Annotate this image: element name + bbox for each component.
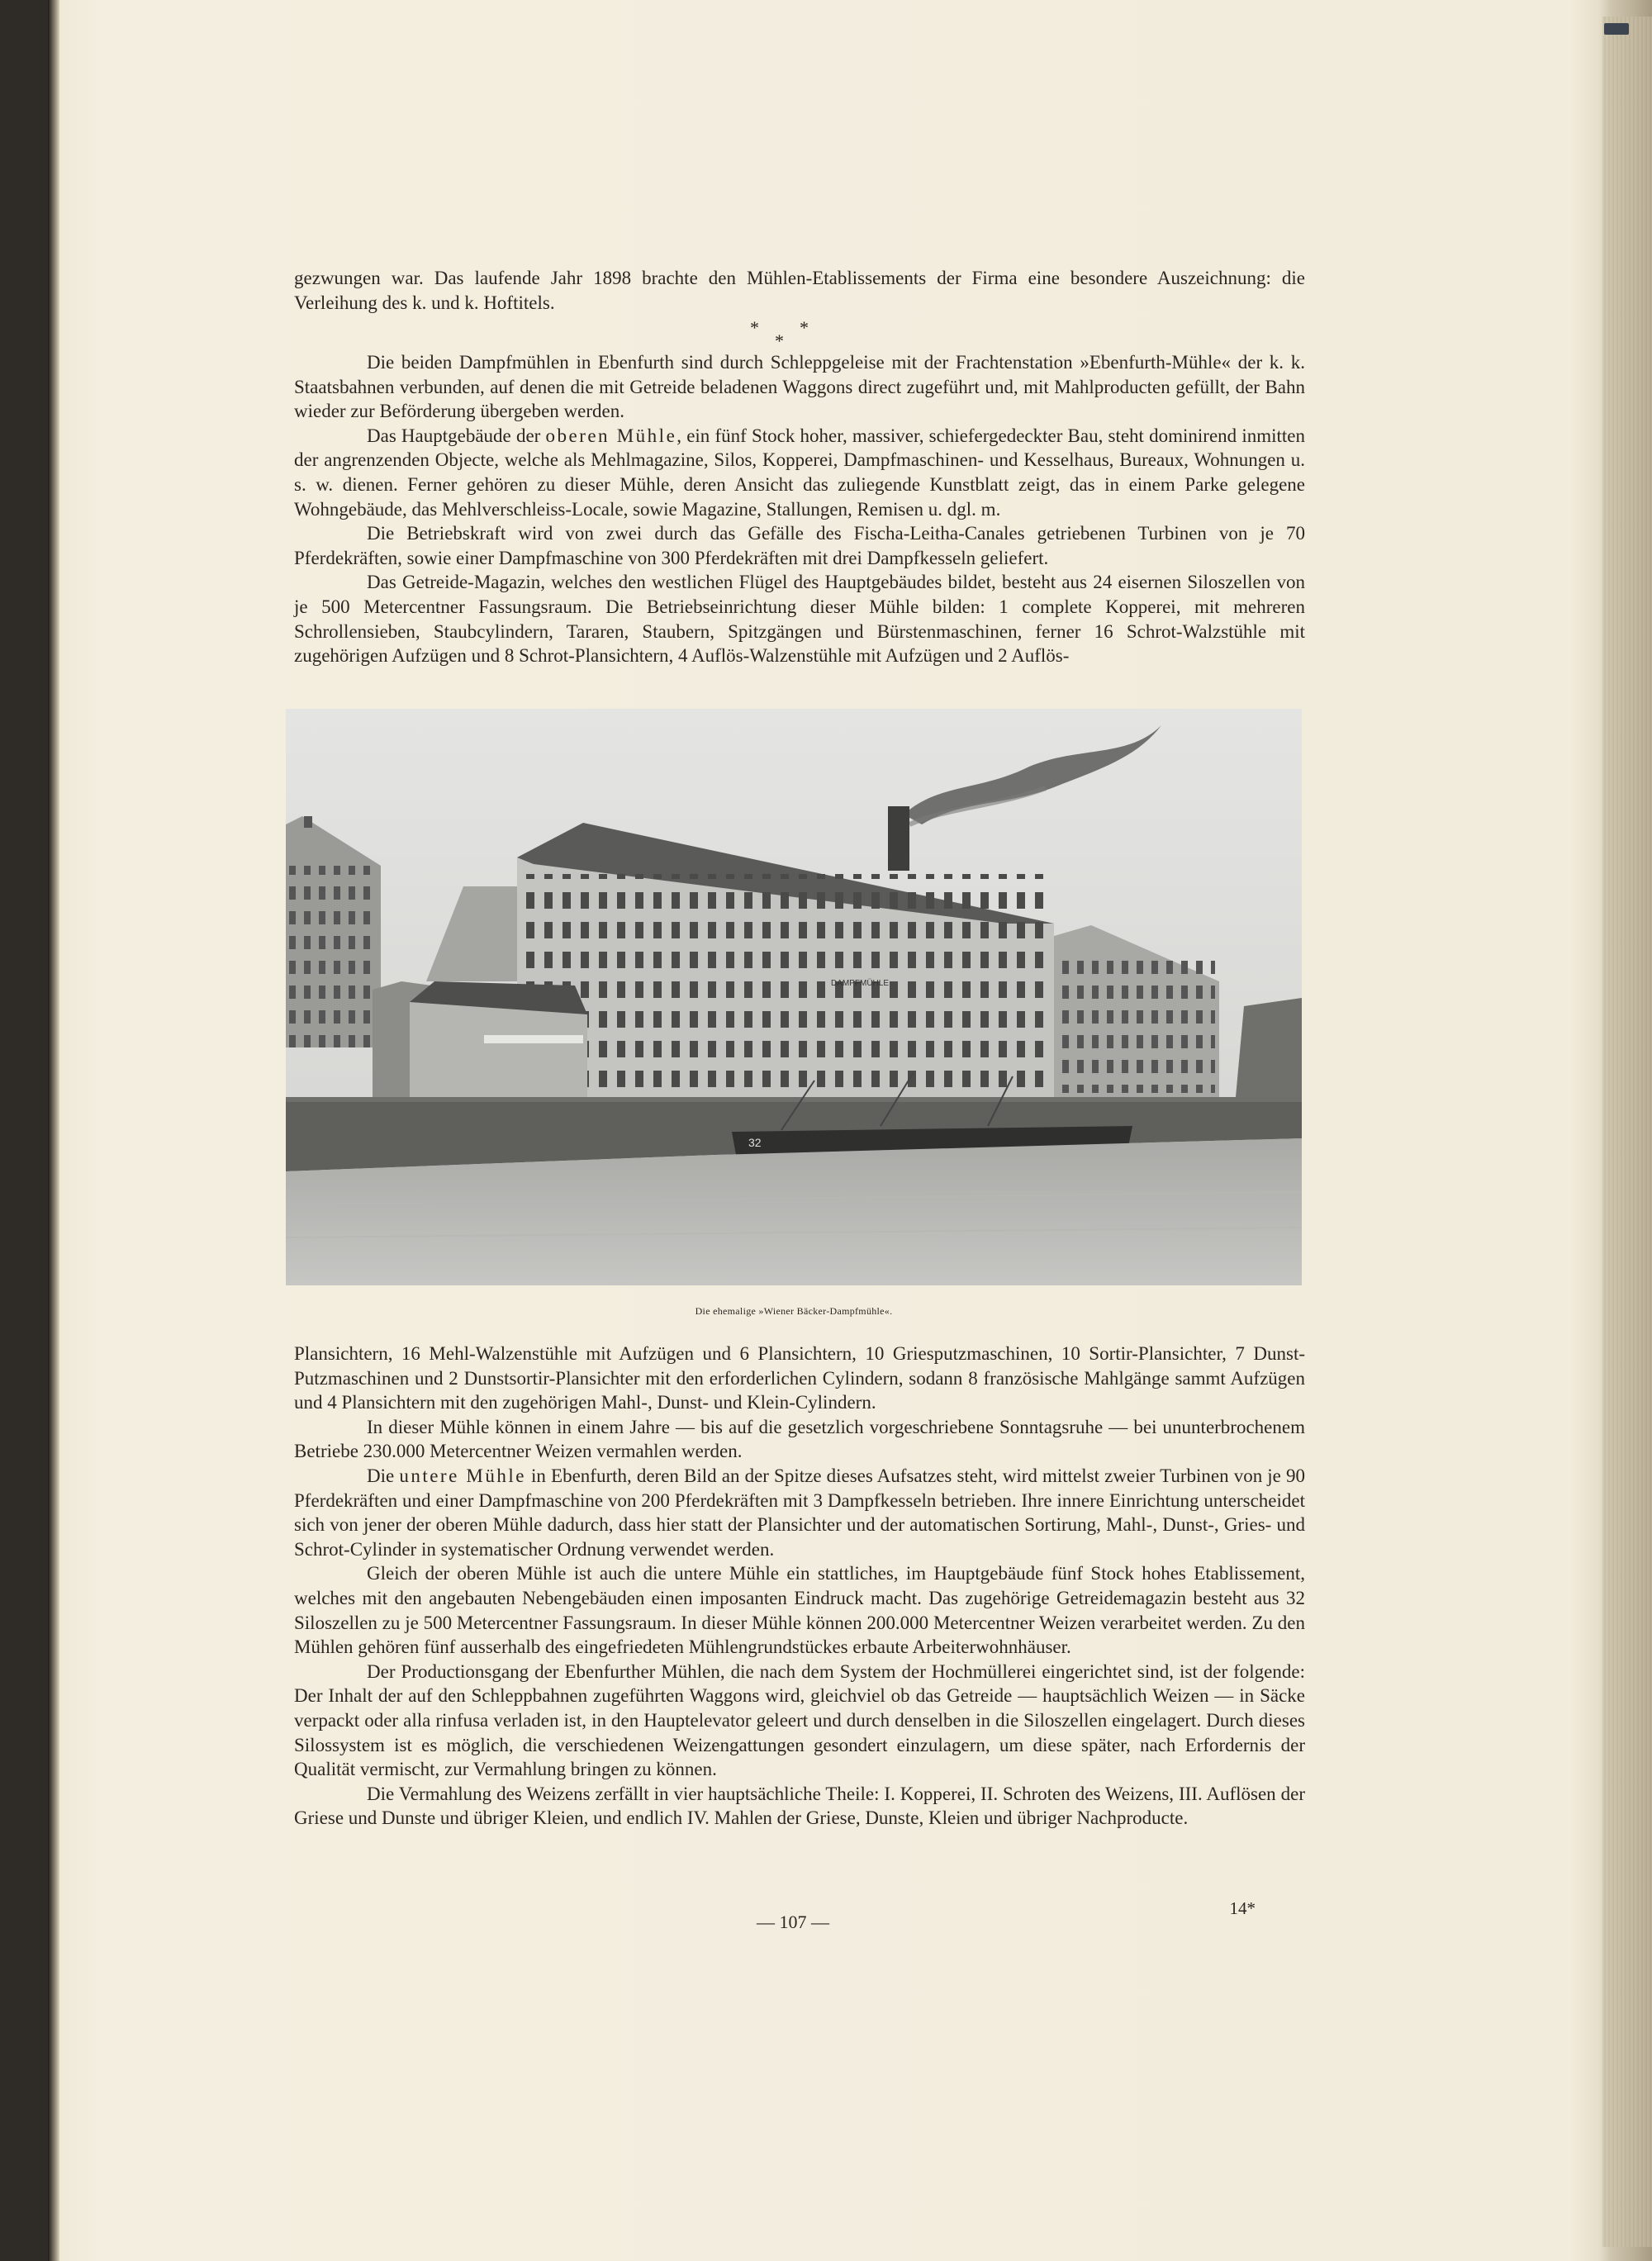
boat-number: 32 [748, 1136, 762, 1149]
mid-text-block [294, 350, 1305, 668]
top-text-block [294, 266, 1305, 315]
spaced-emphasis: oberen Mühle [545, 425, 677, 446]
corner-tab [1604, 23, 1629, 35]
figure-caption: Die ehemalige »Wiener Bäcker-Dampfmühle«. [695, 1305, 893, 1317]
paragraph: Die Vermahlung des Weizens zerfällt in vier hauptsächliche Theile: I. Kopperei, II. Schroten des Weizens, III. Auflösen der Griese und Dunste und übriger Kleien, und endlich IV. Mahlen der Griese, Dunste, Kleien und übriger Nachproducte. [294, 1783, 1305, 1829]
paragraph: Gleich der oberen Mühle ist auch die untere Mühle ein stattliches, im Hauptgebäude fünf Stock hohes Etablissement, welches mit den angebauten Nebengebäuden einen imposanten Eindruck macht. Das zugehörige Getreidemagazin besteht aus 32 Siloszellen zu je 500 Metercentner Fassungsraum. In dieser Mühle können 200.000 Metercentner Weizen verarbeitet werden. Zu den Mühlen gehören fünf ausserhalb des eingefriedeten Mühlengrundstückes erbaute Arbeiterwohnhäuser. [294, 1563, 1305, 1658]
page-number: — 107 — [757, 1912, 829, 1932]
asterisk: * [750, 317, 759, 338]
spaced-emphasis: untere Mühle [399, 1465, 526, 1486]
bottom-text-block [294, 1342, 1305, 1831]
paragraph: Das Getreide-Magazin, welches den westlichen Flügel des Hauptgebäudes bildet, besteht aus 24 eisernen Siloszellen von je 500 Metercentner Fassungsraum. Die Betriebseinrichtung dieser Mühle bilden: 1 complete Kopperei, mit mehreren Schrollensieben, Staubcylindern, Tararen, Staubern, Spitzgängen und Bürstenmaschinen, ferner 16 Schrot-Walzstühle mit zugehörigen Aufzügen und 8 Schrot-Plansichtern, 4 Auflös-Walzenstühle mit Aufzügen und 2 Auflös- [294, 572, 1305, 667]
paragraph: Das Hauptgebäude der oberen Mühle, ein fünf Stock hoher, massiver, schiefergedeckter Bau, steht dominirend inmitten der angrenzenden Objecte, welche als Mehlmagazine, Silos, Kopperei, Dampfmaschinen- und Kesselhaus, Bureaux, Wohnungen u. s. w. dienen. Ferner gehören zu dieser Mühle, deren Ansicht das zuliegende Kunstblatt zeigt, das in einem Parke gelegene Wohngebäude, das Mehlverschleiss-Locale, sowie Magazine, Stallungen, Remisen u. dgl. m. [294, 425, 1305, 520]
paragraph: Plansichtern, 16 Mehl-Walzenstühle mit Aufzügen und 6 Plansichtern, 10 Griesputzmaschinen, 10 Sortir-Plansichter, 7 Dunst-Putzmaschinen und 2 Dunstsortir-Plansichter mit den erforderlichen Cylindern, sodann 8 französische Mahlgänge sammt Aufzügen und 4 Plansichtern mit den zugehörigen Mahl-, Dunst- und Klein-Cylindern. [294, 1343, 1305, 1413]
paragraph: Die Betriebskraft wird von zwei durch das Gefälle des Fischa-Leitha-Canales getriebenen Turbinen von je 70 Pferdekräften, sowie einer Dampfmaschine von 300 Pferdekräften mit drei Dampfkesseln geliefert. [294, 523, 1305, 568]
mill-engraving [286, 709, 1302, 1285]
engraving-art [286, 709, 1302, 1285]
asterisk: * [800, 317, 809, 338]
paragraph: Die untere Mühle in Ebenfurth, deren Bild an der Spitze dieses Aufsatzes steht, wird mittelst zweier Turbinen von je 90 Pferdekräften und einer Dampfmaschine von 200 Pferdekräften mit 3 Dampfkesseln betrieben. Ihre innere Einrichtung unterscheidet sich von jener der oberen Mühle dadurch, dass hier statt der Plansichter und der automatischen Sortirung, Mahl-, Dunst-, Gries- und Schrot-Cylinder in systematischer Ordnung verwendet werden. [294, 1465, 1305, 1560]
asterisk: * [775, 330, 784, 351]
paragraph: In dieser Mühle können in einem Jahre — bis auf die gesetzlich vorgeschriebene Sonntagsruhe — bei ununterbrochenem Betriebe 230.000 Metercentner Weizen vermahlen werden. [294, 1416, 1305, 1462]
paragraph: gezwungen war. Das laufende Jahr 1898 brachte den Mühlen-Etablissements der Firma eine besondere Auszeichnung: die Verleihung des k. und k. Hoftitels. [294, 268, 1305, 313]
svg-text:DAMPFMÜHLE: DAMPFMÜHLE [831, 979, 890, 988]
signature-mark: 14* [1229, 1898, 1256, 1918]
section-divider [743, 317, 909, 350]
page-edges [1602, 17, 1652, 2247]
spine-edge [48, 0, 59, 2261]
paragraph: Der Productionsgang der Ebenfurther Mühlen, die nach dem System der Hochmüllerei eingerichtet sind, ist der folgende: Der Inhalt der auf den Schleppbahnen zugeführten Waggons wird, gleichviel ob das Getreide — hauptsächlich Weizen — in Säcke verpackt oder alla rinfusa verladen ist, in den Hauptelevator geleert und durch denselben in die Siloszellen eingelagert. Durch dieses Silossystem ist es möglich, die verschiedenen Weizengattungen gesondert einzulagern, um diese später, nach Erfordernis der Qualität vermischt, zur Vermahlung bringen zu können. [294, 1660, 1305, 1780]
paragraph: Die beiden Dampfmühlen in Ebenfurth sind durch Schleppgeleise mit der Frachtenstation »Ebenfurth-Mühle« der k. k. Staatsbahnen verbunden, auf denen die mit Getreide beladenen Waggons direct zugeführt und, mit Mahlproducten gefüllt, der Bahn wieder zur Beförderung übergeben werden. [294, 352, 1305, 422]
